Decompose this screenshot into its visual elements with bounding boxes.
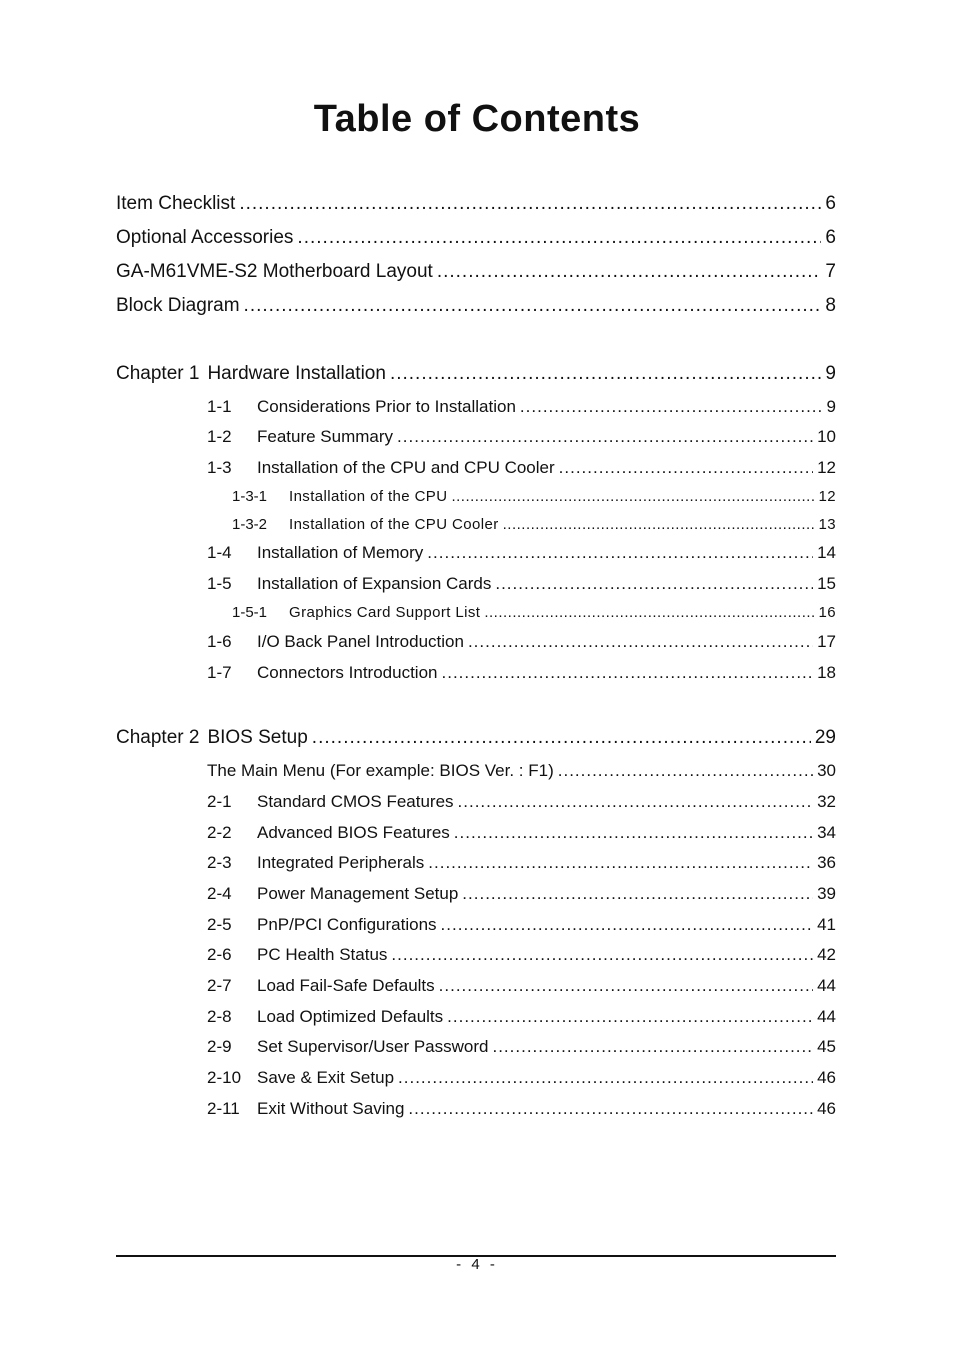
toc-entry-page: 46 [817,1068,836,1087]
dot-leader [441,915,814,935]
toc-chapter-number: Chapter 2 [116,727,200,748]
toc-entry-title: PC Health Status [257,945,388,964]
toc-entry-item-checklist[interactable] [116,193,836,215]
toc-entry-number: 2-2 [207,823,232,842]
toc-entry-title: Power Management Setup [257,884,459,903]
toc-entry-number: 1-3-1 [232,488,268,505]
dot-leader [495,574,813,594]
toc-entry-1-2[interactable] [207,427,836,447]
toc-entry-page: 32 [817,792,836,811]
toc-entry-number: 2-7 [207,976,232,995]
toc-entry-title: Integrated Peripherals [257,853,425,872]
toc-entry-number: 2-8 [207,1007,232,1026]
toc-entry-1-4[interactable] [207,543,836,563]
toc-entry-2-10[interactable] [207,1068,836,1088]
toc-entry-motherboard-layout[interactable] [116,261,836,283]
toc-entry-page: 6 [825,227,836,248]
toc-entry-page: 8 [825,295,836,316]
toc-entry-title: BIOS Setup [207,727,308,748]
dot-leader [391,945,813,965]
toc-entry-page: 13 [818,516,836,533]
toc-entry-page: 30 [817,761,836,780]
toc-entry-title: Exit Without Saving [257,1099,405,1118]
toc-entry-page: 39 [817,884,836,903]
toc-entry-number: 1-1 [207,397,232,416]
toc-entry-title: Optional Accessories [116,227,294,248]
dot-leader [442,663,814,683]
toc-entry-number: 1-5 [207,574,232,593]
page-number: - 4 - [456,1256,498,1273]
toc-entry-number: 2-10 [207,1068,242,1087]
toc-entry-number: 2-3 [207,853,232,872]
toc-entry-number: 1-3-2 [232,516,268,533]
toc-entry-page: 12 [817,458,836,477]
toc-entry-number: 1-6 [207,632,232,651]
toc-entry-2-8[interactable] [207,1007,836,1027]
toc-entry-1-3-2[interactable] [232,516,836,533]
toc-entry-title: Load Optimized Defaults [257,1007,444,1026]
toc-entry-number: 1-2 [207,427,232,446]
toc-entry-page: 10 [817,427,836,446]
toc-entry-number: 2-6 [207,945,232,964]
toc-entry-number: 1-5-1 [232,604,268,621]
toc-entry-title: PnP/PCI Configurations [257,915,437,934]
dot-leader [439,976,813,996]
toc-entry-1-5-1[interactable] [232,604,836,621]
toc-entry-number: 2-11 [207,1099,240,1118]
toc-entry-2-7[interactable] [207,976,836,996]
dot-leader [451,488,814,505]
dot-leader [408,1099,813,1119]
toc-entry-number: 2-1 [207,792,232,811]
toc-entry-1-7[interactable] [207,663,836,683]
toc-entry-page: 7 [825,261,836,282]
toc-entry-title: Considerations Prior to Installation [257,397,516,416]
toc-entry-page: 45 [817,1037,836,1056]
dot-leader [312,727,811,749]
dot-leader [297,227,821,249]
toc-entry-page: 16 [818,604,836,621]
toc-entry-number: 1-7 [207,663,232,682]
toc-entry-title: Advanced BIOS Features [257,823,450,842]
toc-entry-title: Installation of the CPU and CPU Cooler [257,458,555,477]
dot-leader [484,604,814,621]
toc-entry-2-1[interactable] [207,792,836,812]
dot-leader [559,458,813,478]
toc-entry-title: Save & Exit Setup [257,1068,395,1087]
toc-entry-page: 14 [817,543,836,562]
dot-leader [397,427,813,447]
toc-entry-page: 29 [814,727,836,748]
toc-entry-page: 44 [817,1007,836,1026]
dot-leader [503,516,815,533]
toc-entry-1-3[interactable] [207,458,836,478]
toc-entry-page: 9 [825,363,836,384]
toc-entry-page: 44 [817,976,836,995]
toc-entry-title: Standard CMOS Features [257,792,454,811]
toc-entry-page: 42 [817,945,836,964]
toc-entry-title: Installation of the CPU Cooler [289,516,499,533]
toc-entry-page: 17 [817,632,836,651]
toc-entry-title: Installation of Expansion Cards [257,574,492,593]
toc-entry-number: 1-4 [207,543,232,562]
toc-entry-page: 9 [826,397,836,416]
toc-entry-2-9[interactable] [207,1037,836,1057]
dot-leader [398,1068,813,1088]
toc-entry-number: 2-4 [207,884,232,903]
dot-leader [492,1037,813,1057]
toc-entry-1-3-1[interactable] [232,488,836,505]
toc-entry-1-6[interactable] [207,632,836,652]
toc-entry-page: 15 [817,574,836,593]
toc-entry-2-3[interactable] [207,853,836,873]
toc-entry-1-5[interactable] [207,574,836,594]
toc-chapter-1[interactable] [116,363,836,385]
toc-entry-page: 34 [817,823,836,842]
toc-entry-main-menu[interactable] [207,761,836,781]
page-title: Table of Contents [313,98,641,140]
toc-entry-2-2[interactable] [207,823,836,843]
toc-entry-page: 18 [817,663,836,682]
toc-entry-1-1[interactable] [207,397,836,417]
toc-entry-title: Hardware Installation [207,363,386,384]
dot-leader [558,761,813,781]
dot-leader [458,792,814,812]
dot-leader [462,884,813,904]
toc-entry-optional-accessories[interactable] [116,227,836,249]
toc-entry-title: Item Checklist [116,193,236,214]
toc-entry-title: Load Fail-Safe Defaults [257,976,435,995]
toc-entry-page: 12 [818,488,836,505]
dot-leader [428,853,813,873]
dot-leader [390,363,821,385]
toc-entry-page: 41 [817,915,836,934]
toc-entry-title: Connectors Introduction [257,663,438,682]
dot-leader [468,632,813,652]
toc-entry-title: Block Diagram [116,295,240,316]
toc-entry-2-6[interactable] [207,945,836,965]
dot-leader [239,193,821,215]
toc-entry-page: 46 [817,1099,836,1118]
toc-entry-title: Graphics Card Support List [289,604,481,621]
toc-chapter-2[interactable] [116,727,836,749]
dot-leader [437,261,822,283]
toc-entry-2-5[interactable] [207,915,836,935]
toc-entry-page: 36 [817,853,836,872]
toc-entry-number: 2-9 [207,1037,232,1056]
toc-entry-number: 1-3 [207,458,232,477]
dot-leader [427,543,813,563]
dot-leader [447,1007,813,1027]
dot-leader [244,295,822,317]
toc-entry-title: Set Supervisor/User Password [257,1037,489,1056]
dot-leader [520,397,823,417]
toc-entry-title: Installation of the CPU [289,488,448,505]
toc-chapter-number: Chapter 1 [116,363,200,384]
toc-entry-2-11[interactable] [207,1099,836,1119]
toc-entry-title: Feature Summary [257,427,394,446]
toc-entry-title: I/O Back Panel Introduction [257,632,464,651]
dot-leader [454,823,813,843]
toc-entry-2-4[interactable] [207,884,836,904]
toc-entry-page: 6 [825,193,836,214]
toc-entry-title: GA-M61VME-S2 Motherboard Layout [116,261,433,282]
toc-entry-block-diagram[interactable] [116,295,836,317]
toc-entry-title: The Main Menu (For example: BIOS Ver. : F1) [207,761,554,780]
toc-entry-number: 2-5 [207,915,232,934]
toc-entry-title: Installation of Memory [257,543,424,562]
